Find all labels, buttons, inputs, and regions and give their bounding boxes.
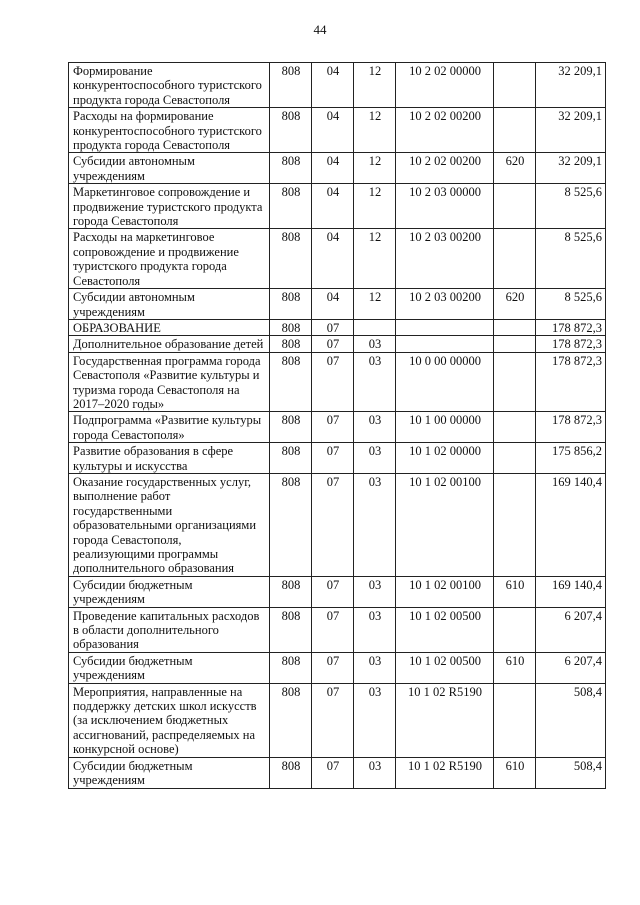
row-ministry-code: 808: [270, 757, 312, 788]
row-subsection-code: 12: [354, 108, 396, 153]
row-expense-type-code: [494, 319, 536, 335]
row-amount: 178 872,3: [536, 336, 606, 352]
row-ministry-code: 808: [270, 108, 312, 153]
row-name: Маркетинговое сопровождение и продвижение туристского продукта города Севастополя: [69, 184, 270, 229]
row-amount: 178 872,3: [536, 412, 606, 443]
row-subsection-code: 12: [354, 229, 396, 289]
row-expense-type-code: 620: [494, 289, 536, 320]
row-subsection-code: 03: [354, 412, 396, 443]
table-row: [69, 352, 606, 412]
table-row: [69, 412, 606, 443]
row-amount: 8 525,6: [536, 289, 606, 320]
row-ministry-code: 808: [270, 652, 312, 683]
row-ministry-code: 808: [270, 184, 312, 229]
row-expense-type-code: [494, 108, 536, 153]
row-target-code: 10 1 02 00100: [396, 473, 494, 576]
row-ministry-code: 808: [270, 229, 312, 289]
row-target-code: 10 2 02 00200: [396, 108, 494, 153]
row-section-code: 04: [312, 63, 354, 108]
row-subsection-code: 12: [354, 184, 396, 229]
row-target-code: [396, 336, 494, 352]
row-name: Дополнительное образование детей: [69, 336, 270, 352]
row-target-code: 10 1 02 00500: [396, 652, 494, 683]
row-expense-type-code: [494, 184, 536, 229]
row-name: Субсидии бюджетным учреждениям: [69, 757, 270, 788]
row-expense-type-code: [494, 336, 536, 352]
row-target-code: 10 0 00 00000: [396, 352, 494, 412]
row-ministry-code: 808: [270, 319, 312, 335]
budget-table: [68, 62, 606, 789]
row-expense-type-code: [494, 229, 536, 289]
row-section-code: 04: [312, 184, 354, 229]
row-section-code: 04: [312, 229, 354, 289]
table-row: [69, 443, 606, 474]
row-amount: 178 872,3: [536, 352, 606, 412]
table-row: [69, 319, 606, 335]
row-ministry-code: 808: [270, 473, 312, 576]
row-name: Развитие образования в сфере культуры и искусства: [69, 443, 270, 474]
row-subsection-code: 03: [354, 607, 396, 652]
row-name: Субсидии автономным учреждениям: [69, 289, 270, 320]
row-subsection-code: 12: [354, 63, 396, 108]
row-ministry-code: 808: [270, 576, 312, 607]
table-row: [69, 652, 606, 683]
row-subsection-code: 12: [354, 289, 396, 320]
row-subsection-code: 03: [354, 352, 396, 412]
row-target-code: 10 2 02 00200: [396, 153, 494, 184]
row-amount: 6 207,4: [536, 652, 606, 683]
row-subsection-code: 03: [354, 757, 396, 788]
row-ministry-code: 808: [270, 352, 312, 412]
row-section-code: 07: [312, 319, 354, 335]
row-amount: 32 209,1: [536, 63, 606, 108]
row-name: Субсидии автономным учреждениям: [69, 153, 270, 184]
row-section-code: 07: [312, 473, 354, 576]
table-row: [69, 336, 606, 352]
row-name: Подпрограмма «Развитие культуры города Севастополя»: [69, 412, 270, 443]
table-row: [69, 683, 606, 757]
row-ministry-code: 808: [270, 412, 312, 443]
row-subsection-code: 03: [354, 652, 396, 683]
row-name: Субсидии бюджетным учреждениям: [69, 652, 270, 683]
row-target-code: 10 1 02 00100: [396, 576, 494, 607]
table-row: [69, 289, 606, 320]
row-expense-type-code: 610: [494, 757, 536, 788]
row-subsection-code: 03: [354, 443, 396, 474]
row-name: Расходы на маркетинговое сопровождение и продвижение туристского продукта города Севастополя: [69, 229, 270, 289]
row-ministry-code: 808: [270, 683, 312, 757]
row-expense-type-code: [494, 63, 536, 108]
row-target-code: 10 1 02 R5190: [396, 757, 494, 788]
row-expense-type-code: [494, 443, 536, 474]
row-ministry-code: 808: [270, 289, 312, 320]
row-expense-type-code: [494, 352, 536, 412]
row-ministry-code: 808: [270, 63, 312, 108]
row-amount: 178 872,3: [536, 319, 606, 335]
row-amount: 169 140,4: [536, 576, 606, 607]
row-ministry-code: 808: [270, 443, 312, 474]
row-name: Мероприятия, направленные на поддержку детских школ искусств (за исключением бюджетных ассигнований, распределяемых на конкурсной основе): [69, 683, 270, 757]
row-name: Субсидии бюджетным учреждениям: [69, 576, 270, 607]
row-section-code: 04: [312, 153, 354, 184]
row-ministry-code: 808: [270, 153, 312, 184]
table-row: [69, 607, 606, 652]
row-section-code: 07: [312, 352, 354, 412]
row-name: Оказание государственных услуг, выполнение работ государственными образовательными организациями города Севастополя, реализующими программы дополнительного образования: [69, 473, 270, 576]
row-section-code: 07: [312, 757, 354, 788]
row-subsection-code: [354, 319, 396, 335]
table-row: [69, 576, 606, 607]
row-target-code: 10 2 03 00000: [396, 184, 494, 229]
row-target-code: 10 1 02 00500: [396, 607, 494, 652]
row-section-code: 07: [312, 652, 354, 683]
row-name: Расходы на формирование конкурентоспособного туристского продукта города Севастополя: [69, 108, 270, 153]
row-expense-type-code: [494, 473, 536, 576]
table-row: [69, 153, 606, 184]
table-row: [69, 108, 606, 153]
row-name: Формирование конкурентоспособного туристского продукта города Севастополя: [69, 63, 270, 108]
table-row: [69, 473, 606, 576]
row-section-code: 07: [312, 576, 354, 607]
row-amount: 32 209,1: [536, 108, 606, 153]
row-amount: 175 856,2: [536, 443, 606, 474]
row-section-code: 04: [312, 108, 354, 153]
row-section-code: 07: [312, 607, 354, 652]
row-amount: 508,4: [536, 757, 606, 788]
row-section-code: 07: [312, 443, 354, 474]
row-target-code: 10 2 03 00200: [396, 229, 494, 289]
row-target-code: 10 1 02 00000: [396, 443, 494, 474]
table-body: [69, 63, 606, 789]
row-amount: 8 525,6: [536, 184, 606, 229]
row-section-code: 07: [312, 336, 354, 352]
row-target-code: 10 1 00 00000: [396, 412, 494, 443]
row-amount: 32 209,1: [536, 153, 606, 184]
row-subsection-code: 12: [354, 153, 396, 184]
row-subsection-code: 03: [354, 683, 396, 757]
row-ministry-code: 808: [270, 607, 312, 652]
table-row: [69, 63, 606, 108]
row-subsection-code: 03: [354, 473, 396, 576]
row-name: Государственная программа города Севастополя «Развитие культуры и туризма города Севастополя на 2017–2020 годы»: [69, 352, 270, 412]
table-row: [69, 757, 606, 788]
table-row: [69, 229, 606, 289]
row-amount: 508,4: [536, 683, 606, 757]
row-ministry-code: 808: [270, 336, 312, 352]
row-expense-type-code: 610: [494, 576, 536, 607]
row-target-code: [396, 319, 494, 335]
row-name: Проведение капитальных расходов в области дополнительного образования: [69, 607, 270, 652]
row-section-code: 07: [312, 412, 354, 443]
row-target-code: 10 1 02 R5190: [396, 683, 494, 757]
row-target-code: 10 2 02 00000: [396, 63, 494, 108]
row-expense-type-code: [494, 683, 536, 757]
row-subsection-code: 03: [354, 576, 396, 607]
row-name: ОБРАЗОВАНИЕ: [69, 319, 270, 335]
row-section-code: 04: [312, 289, 354, 320]
row-amount: 6 207,4: [536, 607, 606, 652]
page-number: 44: [313, 22, 327, 37]
row-target-code: 10 2 03 00200: [396, 289, 494, 320]
row-amount: 169 140,4: [536, 473, 606, 576]
table-row: [69, 184, 606, 229]
row-expense-type-code: [494, 607, 536, 652]
row-section-code: 07: [312, 683, 354, 757]
row-subsection-code: 03: [354, 336, 396, 352]
row-expense-type-code: [494, 412, 536, 443]
row-amount: 8 525,6: [536, 229, 606, 289]
row-expense-type-code: 610: [494, 652, 536, 683]
row-expense-type-code: 620: [494, 153, 536, 184]
